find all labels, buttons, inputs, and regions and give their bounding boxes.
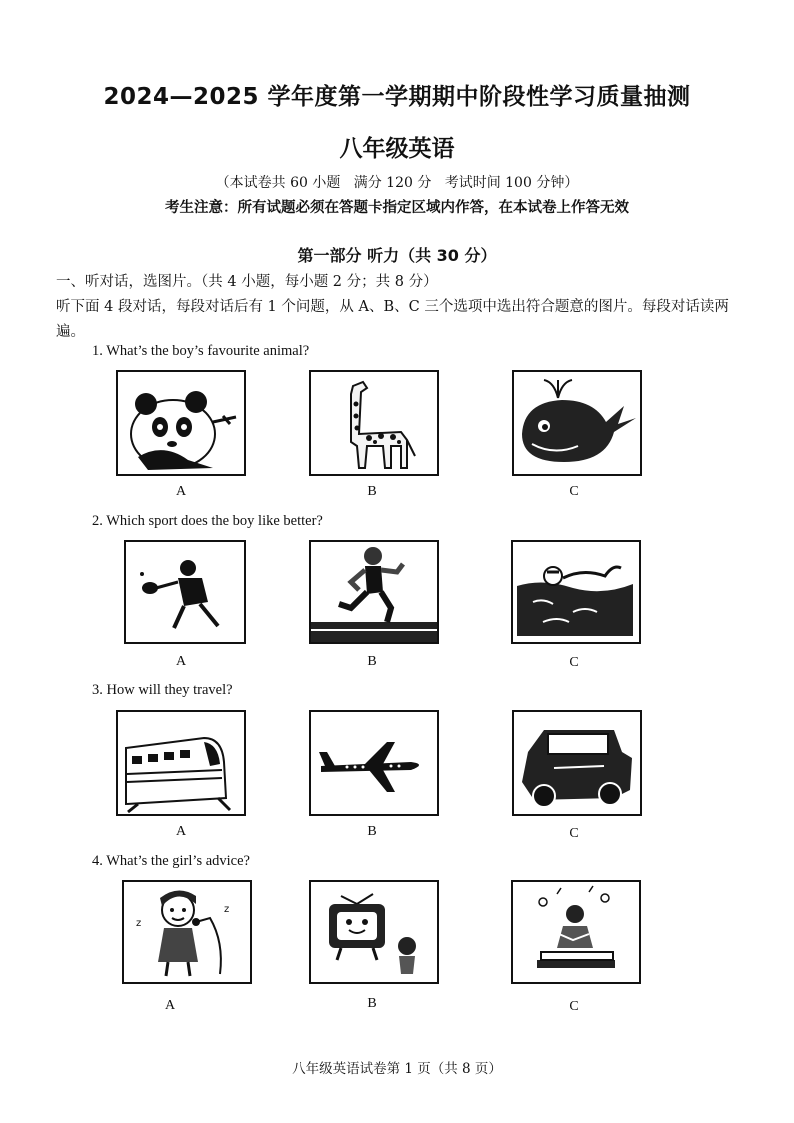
section-instruction: 听下面 4 段对话，每段对话后有 1 个问题，从 A、B、C 三个选项中选出符合题意的图片。每段对话读两遍。	[56, 299, 729, 340]
exam-title: 2024—2025 学年度第一学期期中阶段性学习质量抽测	[103, 84, 691, 110]
table-tennis-icon[interactable]	[124, 540, 246, 644]
page-footer: 八年级英语试卷第 1 页（共 8 页）	[292, 1061, 502, 1077]
exam-subject: 八年级英语	[339, 136, 455, 162]
car-icon[interactable]	[512, 710, 642, 816]
part-heading: 第一部分 听力（共 30 分）	[297, 246, 497, 265]
svg-text:z: z	[136, 918, 142, 929]
plane-icon[interactable]	[309, 710, 439, 816]
question-2-text: 2. Which sport does the boy like better?	[92, 513, 323, 529]
q1-option-a[interactable]: A	[175, 484, 187, 499]
q4-option-a[interactable]: A	[164, 998, 176, 1013]
giraffe-icon[interactable]	[309, 370, 439, 476]
q1-option-b[interactable]: B	[367, 484, 377, 499]
question-3-text: 3. How will they travel?	[92, 682, 233, 698]
whale-icon[interactable]	[512, 370, 642, 476]
q2-option-a[interactable]: A	[175, 654, 187, 669]
singing-icon[interactable]	[122, 880, 252, 984]
tv-icon[interactable]	[309, 880, 439, 984]
q2-option-b[interactable]: B	[367, 654, 377, 669]
exam-info: （本试卷共 60 小题 满分 120 分 考试时间 100 分钟）	[215, 175, 579, 191]
train-icon[interactable]	[116, 710, 246, 816]
reading-icon[interactable]	[511, 880, 641, 984]
q2-option-c[interactable]: C	[569, 655, 579, 670]
q3-option-b[interactable]: B	[367, 824, 377, 839]
svg-text:z: z	[224, 904, 230, 915]
panda-icon[interactable]	[116, 370, 246, 476]
question-1-text: 1. What’s the boy’s favourite animal?	[92, 343, 310, 359]
q3-option-a[interactable]: A	[175, 824, 187, 839]
running-icon[interactable]	[309, 540, 439, 644]
q4-option-c[interactable]: C	[569, 999, 579, 1014]
question-4-text: 4. What’s the girl’s advice?	[92, 853, 250, 869]
section-heading: 一、听对话，选图片。（共 4 小题，每小题 2 分；共 8 分）	[56, 274, 438, 290]
q1-option-c[interactable]: C	[569, 484, 579, 499]
swimming-icon[interactable]	[511, 540, 641, 644]
q4-option-b[interactable]: B	[367, 996, 377, 1011]
exam-notice: 考生注意：所有试题必须在答题卡指定区域内作答，在本试卷上作答无效	[165, 200, 629, 216]
q3-option-c[interactable]: C	[569, 826, 579, 841]
